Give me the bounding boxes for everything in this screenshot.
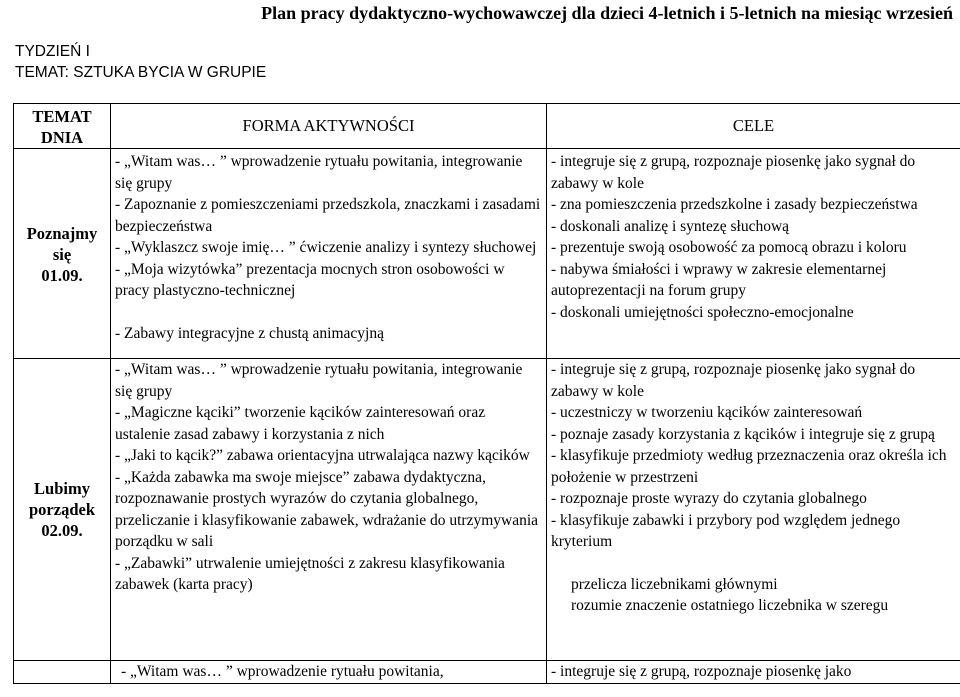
- goals-cell: [547, 661, 960, 684]
- table-header-row: [14, 104, 960, 149]
- goal-item: - integruje się z grupą, rozpoznaje piosenkę jako: [551, 663, 852, 680]
- activity-item: - Zabawy integracyjne z chustą animacyjną: [115, 324, 384, 342]
- goal-item: - prezentuje swoją osobowość za pomocą obrazu i koloru: [551, 239, 907, 256]
- activity-item: - Zapoznanie z pomieszczeniami przedszkola, znaczkami i zasadami bezpieczeństwa: [115, 196, 541, 235]
- day-line: Poznajmy: [26, 224, 98, 243]
- day-line: Lubimy: [34, 479, 90, 498]
- activity-item: - „Moja wizytówka” prezentacja mocnych stron osobowości w pracy plastyczno-technicznej: [115, 260, 505, 299]
- table-row: [14, 359, 960, 661]
- activity-item: - „Zabawki” utrwalenie umiejętności z zakresu klasyfikowania zabawek (karta pracy): [115, 554, 505, 593]
- goal-item: - doskonali umiejętności społeczno-emocjonalne: [551, 303, 854, 321]
- goal-item: - klasyfikuje przedmioty według przeznaczenia oraz określa ich położenie w przestrzeni: [551, 447, 947, 486]
- day-cell: [14, 661, 111, 684]
- spacer: [551, 553, 956, 574]
- header-activities: FORMA AKTYWNOŚCI: [111, 104, 547, 149]
- goals-cell: [547, 359, 960, 661]
- day-date: 02.09.: [41, 521, 83, 540]
- header-day-topic-line1: TEMAT: [32, 107, 92, 126]
- activities-cell: [111, 149, 547, 359]
- goals-cell: [547, 149, 960, 359]
- day-line: się: [52, 245, 72, 264]
- header-goals: CELE: [547, 104, 960, 149]
- activity-item: - „Magiczne kąciki” tworzenie kącików zainteresowań oraz ustalenie zasad zabawy i korzystania z nich: [115, 404, 486, 443]
- activities-cell: [111, 661, 547, 684]
- page-title: Plan pracy dydaktyczno-wychowawczej dla dzieci 4-letnich i 5-letnich na miesiąc wrzesień: [261, 3, 953, 23]
- day-cell: [14, 359, 111, 661]
- theme-label: TEMAT: SZTUKA BYCIA W GRUPIE: [15, 64, 267, 81]
- goal-item: - uczestniczy w tworzeniu kącików zainteresowań: [551, 404, 863, 421]
- week-label: TYDZIEŃ I: [15, 43, 90, 60]
- header-day-topic: [14, 104, 111, 149]
- table-row: [14, 661, 960, 684]
- day-cell: [14, 149, 111, 359]
- activity-item: - „Wyklaszcz swoje imię… ” ćwiczenie analizy i syntezy słuchowej: [115, 239, 537, 256]
- activity-item: - „Każda zabawka ma swoje miejsce” zabawa dydaktyczna, rozpoznawanie prostych wyrazów do czytania globalnego, przeliczanie i klasyfikowanie zabawek, wdrażanie do utrzymywania porządku w sali: [115, 468, 539, 550]
- day-date: 01.09.: [41, 266, 83, 285]
- goal-item: - poznaje zasady korzystania z kącików i integruje się z grupą: [551, 425, 935, 443]
- goal-item: - nabywa śmiałości i wprawy w zakresie elementarnej autoprezentacji na forum grupy: [551, 260, 887, 299]
- goal-item: - zna pomieszczenia przedszkolne i zasady bezpieczeństwa: [551, 196, 918, 213]
- goal-item: - klasyfikuje zabawki i przybory pod względem jednego kryterium: [551, 511, 901, 550]
- plan-table: [13, 103, 960, 684]
- activity-item: - „Witam was… ” wprowadzenie rytuału powitania, integrowanie się grupy: [115, 361, 523, 400]
- goal-item: przelicza liczebnikami głównymi: [571, 575, 778, 593]
- goal-item: - rozpoznaje proste wyrazy do czytania globalnego: [551, 490, 867, 507]
- goal-item: - integruje się z grupą, rozpoznaje piosenkę jako sygnał do zabawy w kole: [551, 153, 916, 192]
- spacer: [115, 302, 542, 323]
- goal-item: rozumie znaczenie ostatniego liczebnika w szeregu: [571, 597, 889, 614]
- activity-item: - „Witam was… ” wprowadzenie rytuału powitania,: [121, 663, 444, 680]
- activities-cell: [111, 359, 547, 661]
- table-row: [14, 149, 960, 359]
- goal-item: - integruje się z grupą, rozpoznaje piosenkę jako sygnał do zabawy w kole: [551, 361, 916, 400]
- activity-item: - „Witam was… ” wprowadzenie rytuału powitania, integrowanie się grupy: [115, 153, 523, 192]
- header-day-topic-line2: DNIA: [40, 128, 84, 147]
- goal-item: - doskonali analizę i syntezę słuchową: [551, 217, 790, 235]
- day-line: porządek: [29, 500, 95, 519]
- activity-item: - „Jaki to kącik?” zabawa orientacyjna utrwalająca nazwy kącików: [115, 447, 530, 464]
